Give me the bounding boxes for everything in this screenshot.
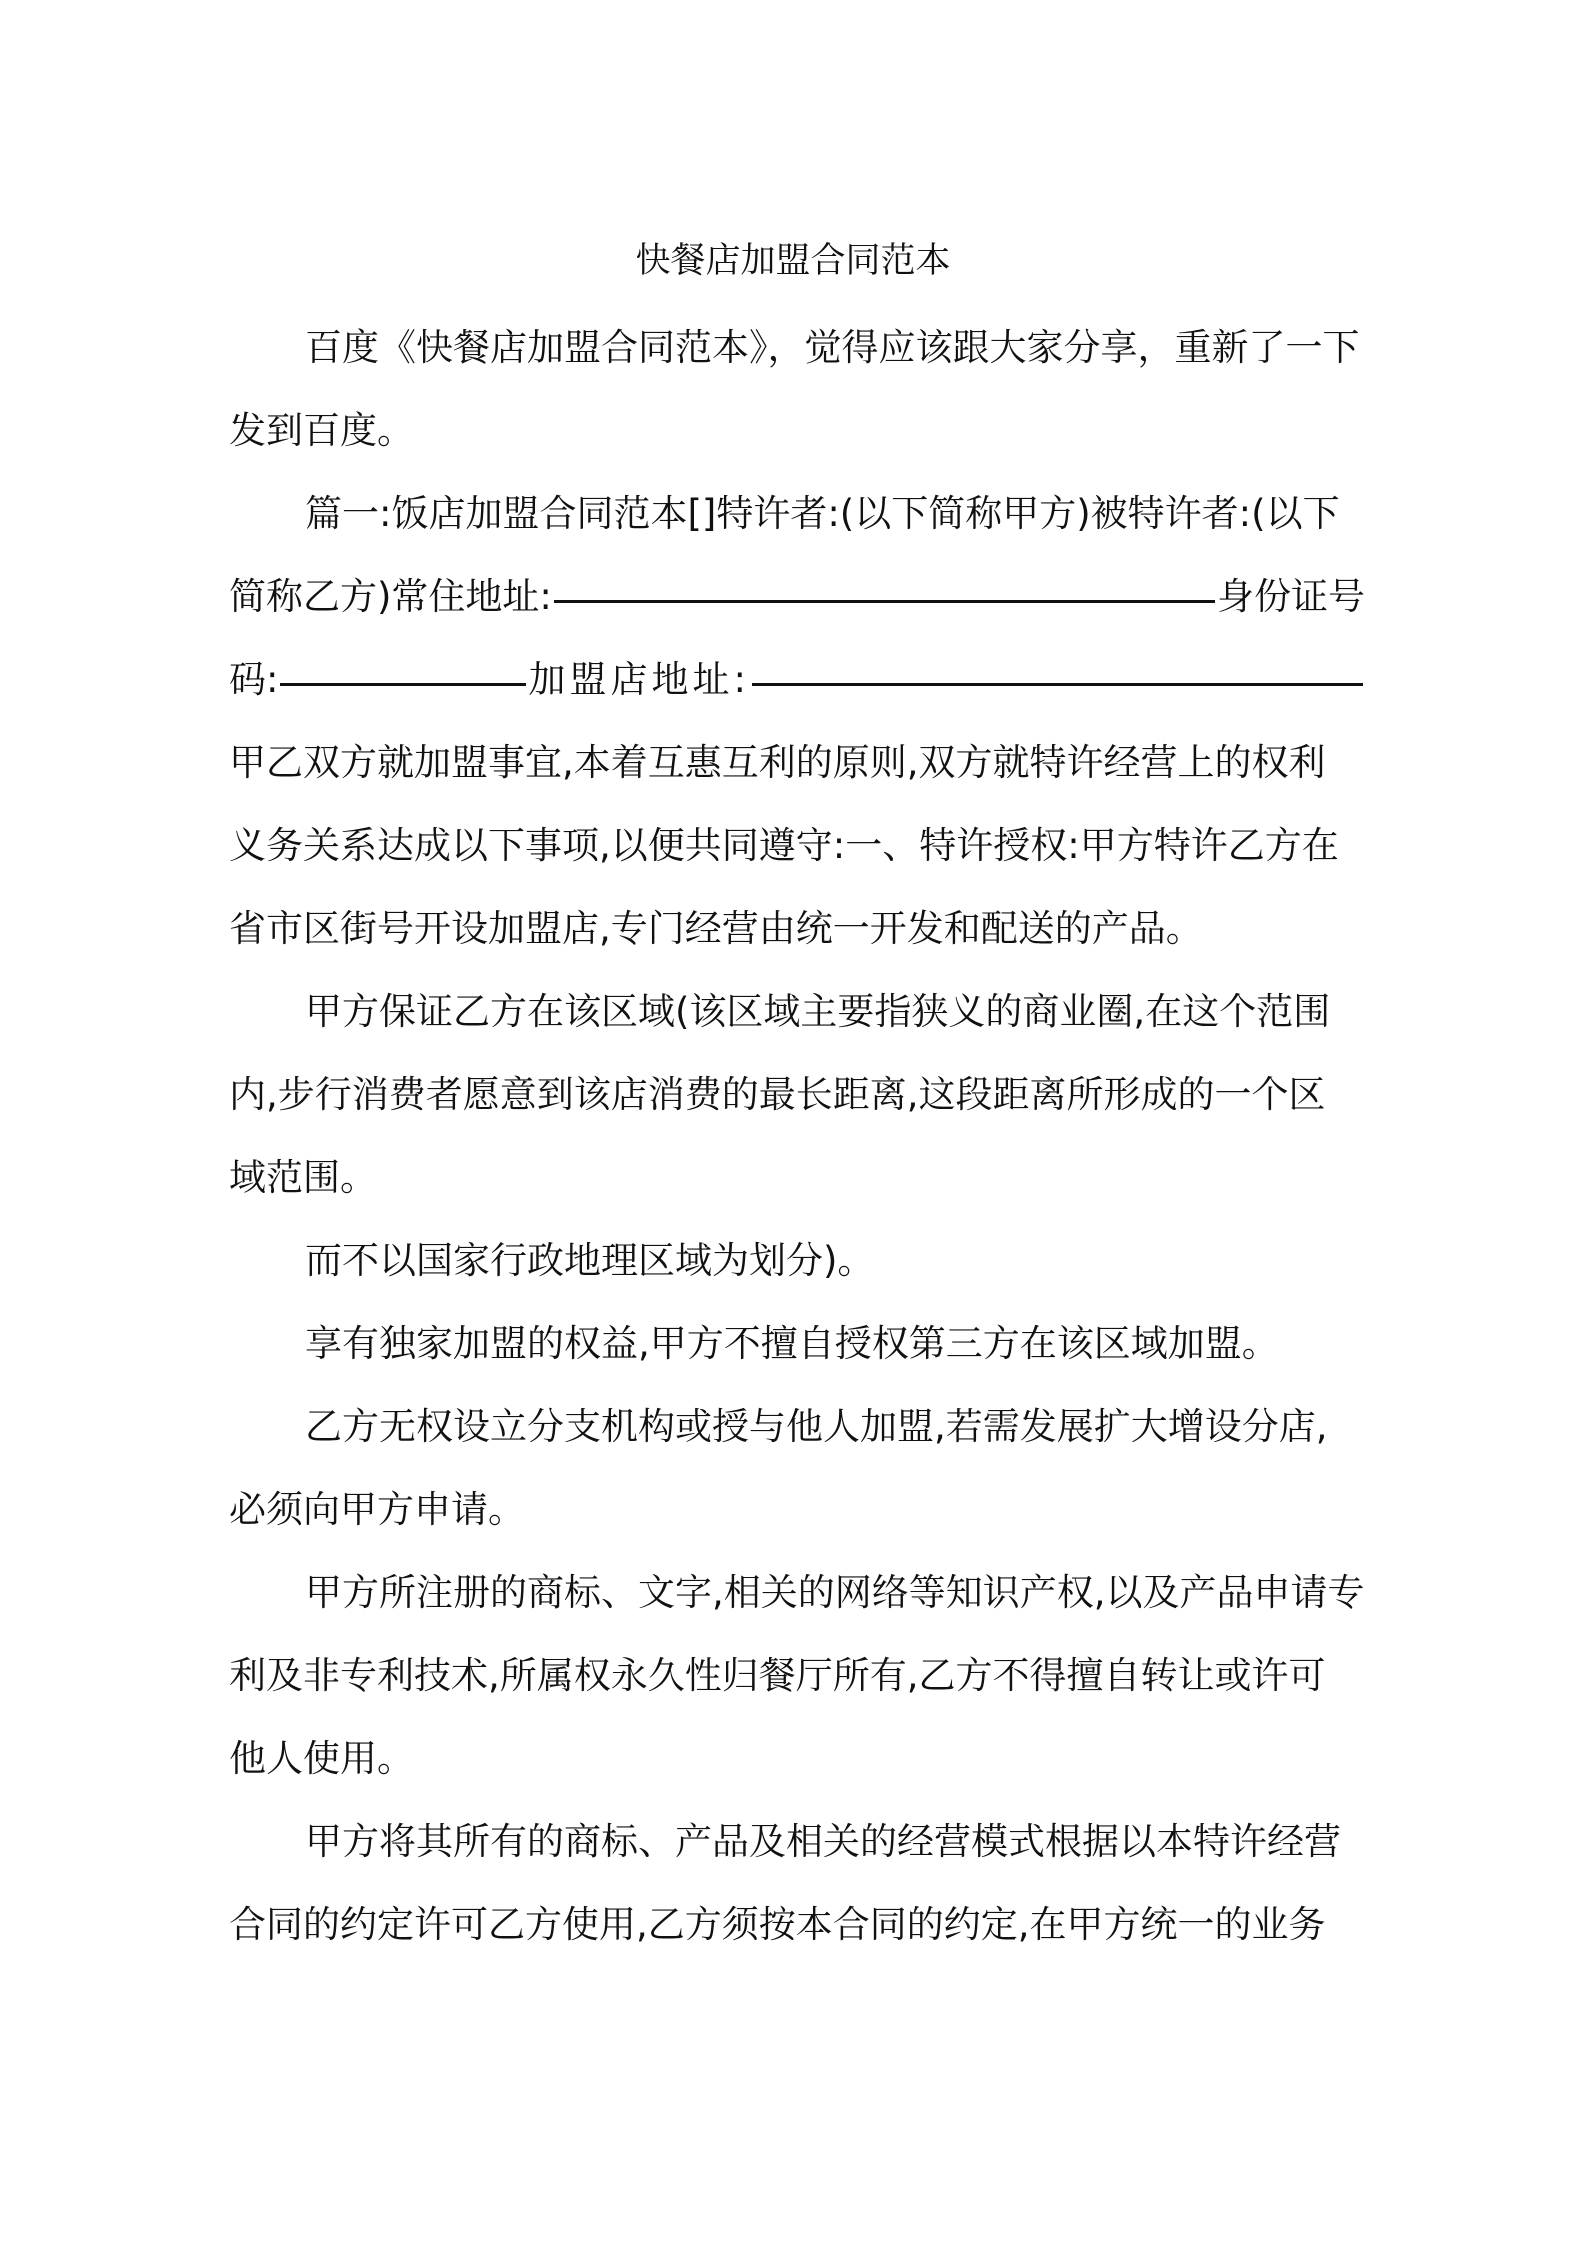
section1-line-6: 省市区街号开设加盟店,专门经营由统一开发和配送的产品。	[229, 907, 1203, 950]
ip-paragraph	[229, 1551, 1365, 1800]
exclusive-paragraph	[229, 1302, 1365, 1385]
document-body	[229, 306, 1365, 1966]
branch-paragraph	[229, 1385, 1365, 1551]
section1-line-5: 义务关系达成以下事项,以便共同遵守:一、特许授权:甲方特许乙方在	[229, 824, 1339, 867]
area-line-2: 内,步行消费者愿意到该店消费的最长距离,这段距离所形成的一个区	[229, 1073, 1326, 1116]
intro-paragraph	[229, 306, 1365, 472]
admin-line: 而不以国家行政地理区域为划分)。	[305, 1239, 875, 1282]
intro-line-2: 发到百度。	[229, 409, 414, 452]
store-address-label: 加盟店地址:	[528, 658, 750, 701]
intro-line-1: 百度《快餐店加盟合同范本》，觉得应该跟大家分享，重新了一下	[305, 326, 1360, 369]
document-title: 快餐店加盟合同范本	[635, 241, 951, 281]
branch-line-1: 乙方无权设立分支机构或授与他人加盟,若需发展扩大增设分店,	[305, 1405, 1328, 1448]
branch-line-2: 必须向甲方申请。	[229, 1488, 525, 1531]
ip-line-3: 他人使用。	[229, 1737, 414, 1780]
store-address-blank	[752, 683, 1363, 686]
address-field-line	[229, 555, 1365, 638]
id-and-store-address-line	[229, 638, 1365, 721]
id-number-label: 身份证号	[1217, 575, 1365, 618]
address-blank	[554, 600, 1215, 603]
license-paragraph	[229, 1800, 1365, 1966]
area-paragraph	[229, 970, 1365, 1219]
admin-paragraph	[229, 1219, 1365, 1302]
ip-line-1: 甲方所注册的商标、文字,相关的网络等知识产权,以及产品申请专	[305, 1571, 1365, 1614]
section1-line-1: 篇一:饭店加盟合同范本[]特许者:(以下简称甲方)被特许者:(以下	[305, 492, 1340, 535]
section1-line-4: 甲乙双方就加盟事宜,本着互惠互利的原则,双方就特许经营上的权利	[229, 741, 1326, 784]
ip-line-2: 利及非专利技术,所属权永久性归餐厅所有,乙方不得擅自转让或许可	[229, 1654, 1326, 1697]
id-number-blank	[280, 683, 526, 686]
section1-paragraph	[229, 472, 1365, 970]
id-number-label-cont: 码:	[229, 658, 279, 701]
license-line-2: 合同的约定许可乙方使用,乙方须按本合同的约定,在甲方统一的业务	[229, 1903, 1326, 1946]
area-line-3: 域范围。	[229, 1156, 377, 1199]
address-label: 简称乙方)常住地址:	[229, 575, 552, 618]
area-line-1: 甲方保证乙方在该区域(该区域主要指狭义的商业圈,在这个范围	[305, 990, 1331, 1033]
license-line-1: 甲方将其所有的商标、产品及相关的经营模式根据以本特许经营	[305, 1820, 1341, 1863]
exclusive-line: 享有独家加盟的权益,甲方不擅自授权第三方在该区域加盟。	[305, 1322, 1279, 1365]
